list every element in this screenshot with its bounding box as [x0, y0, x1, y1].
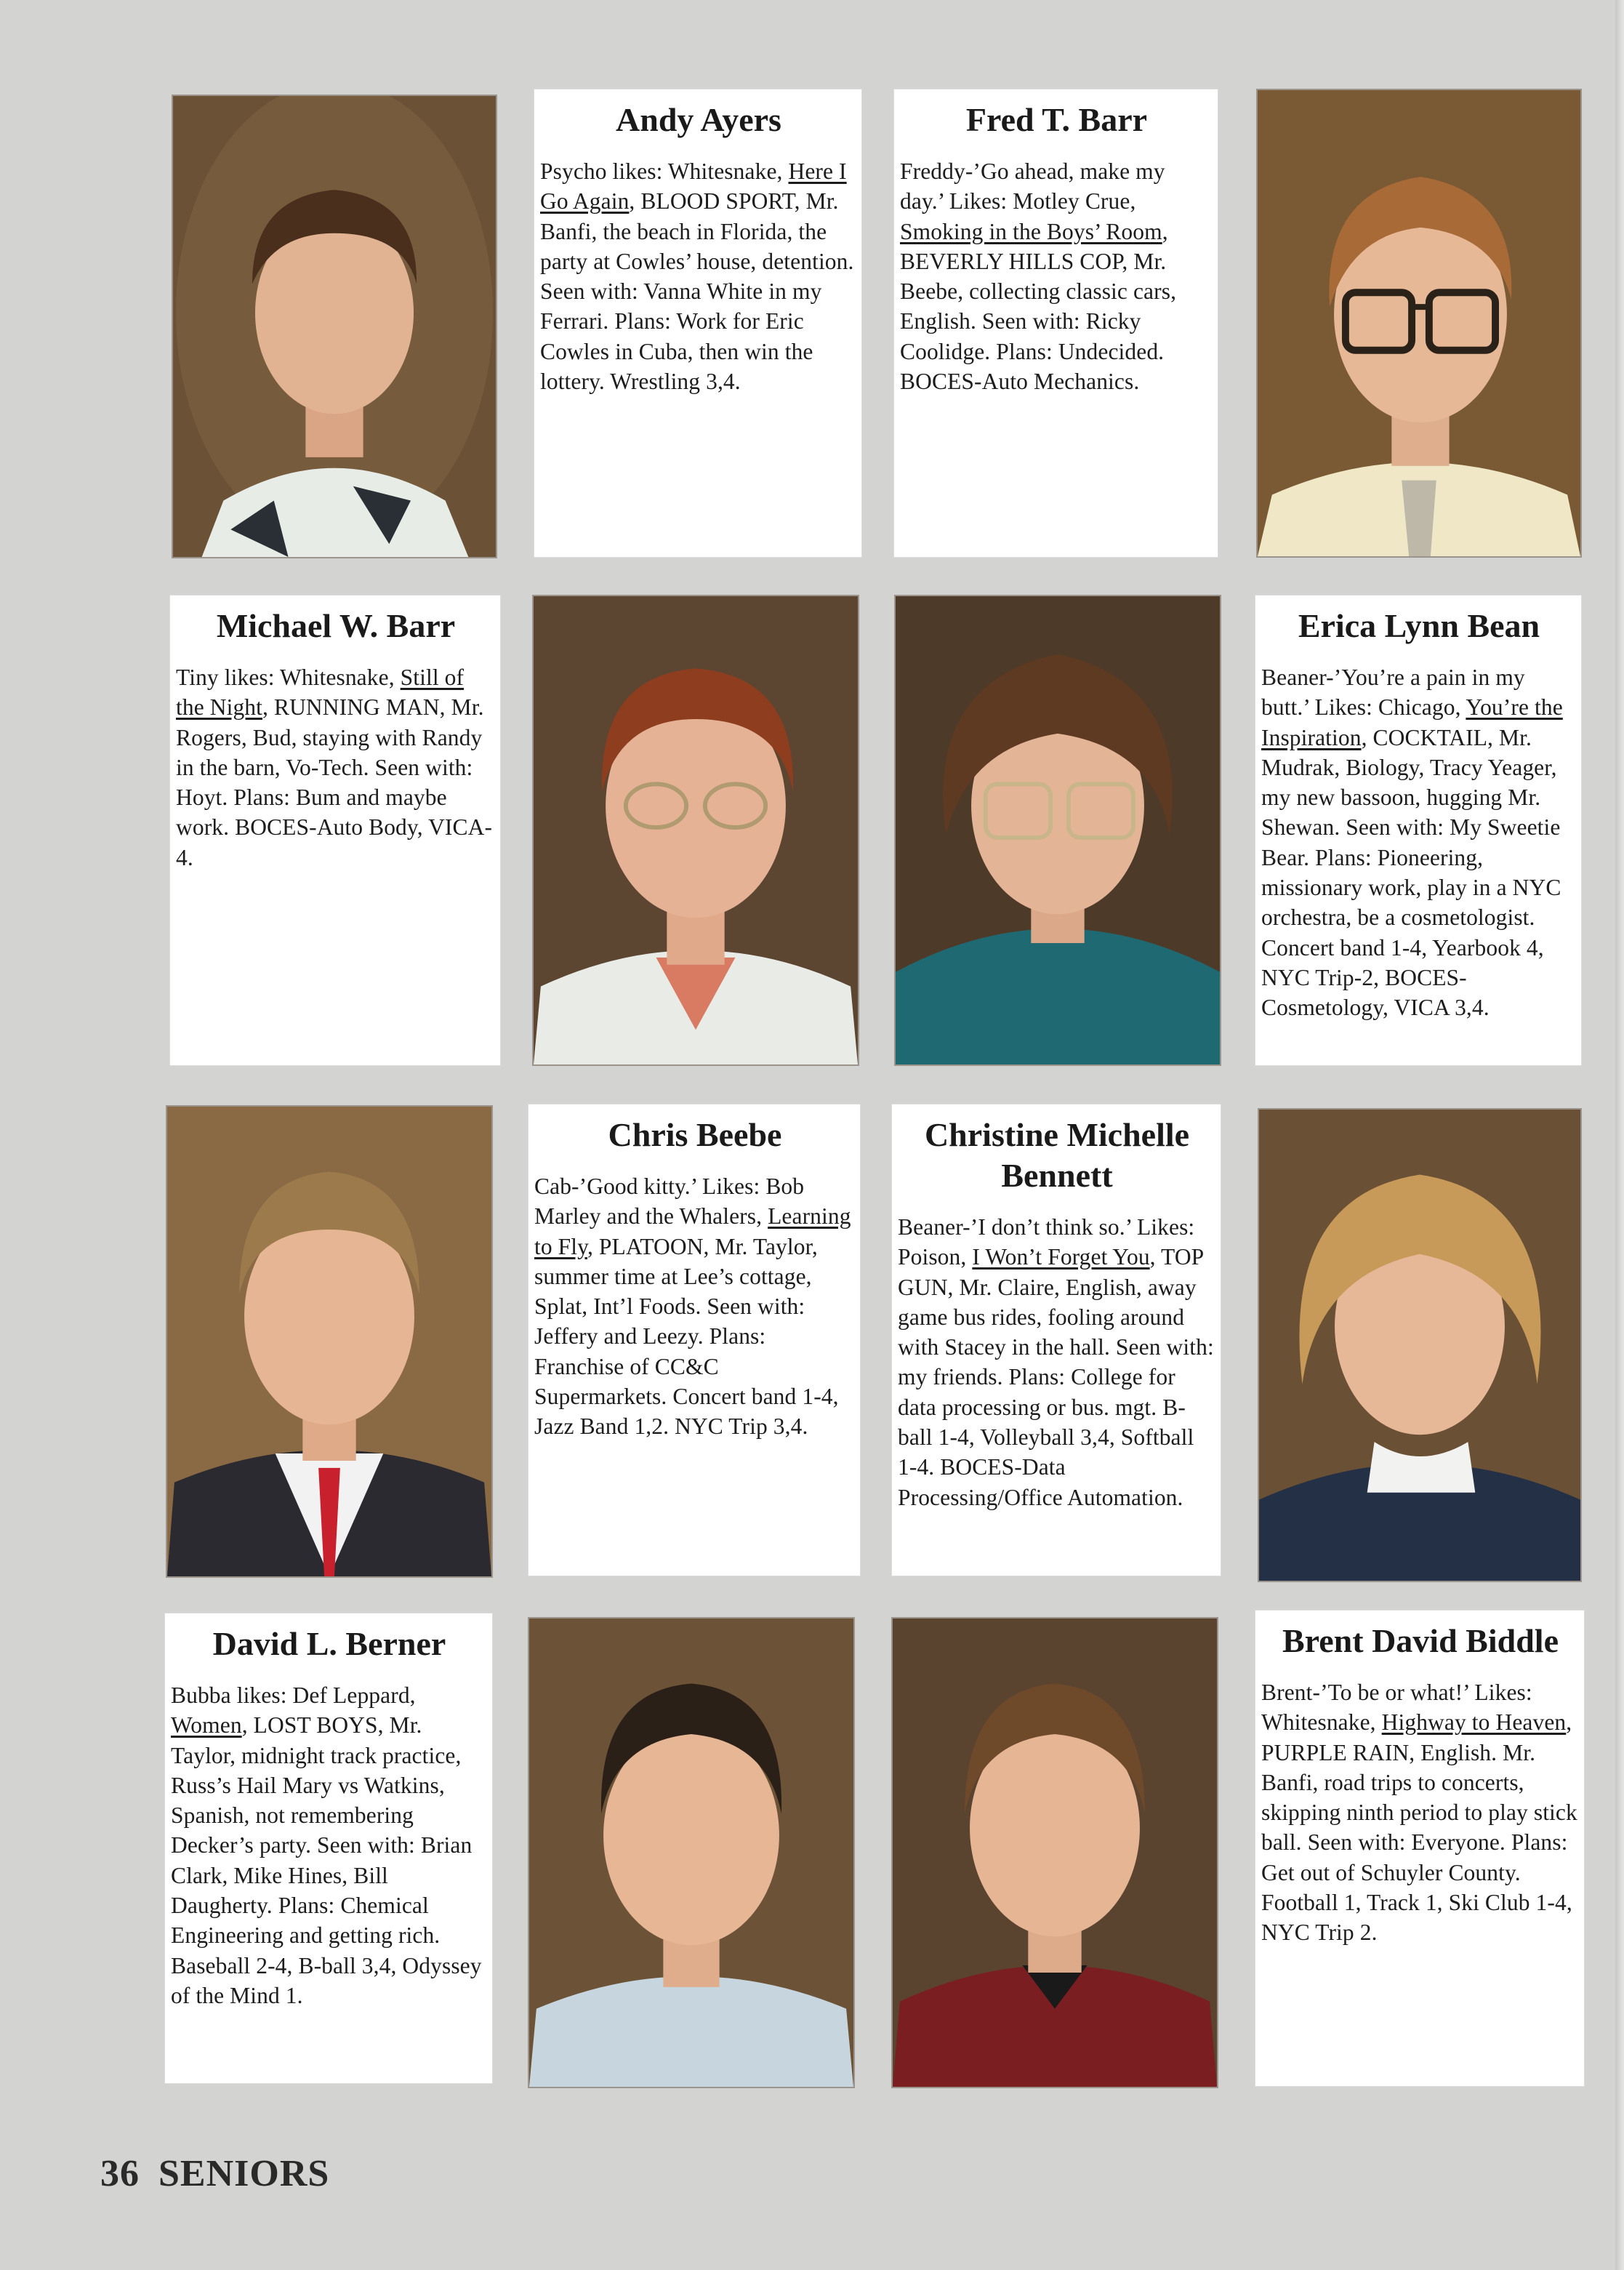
- bio-text: Beaner-’You’re a pain in my butt.’ Likes: Chicago,: [1261, 665, 1525, 721]
- student-name: Christine Michelle Bennett: [924, 1116, 1190, 1194]
- bio-text: , BLOOD SPORT, Mr. Banfi, the beach in Florida, the party at Cowles’ house, detention. Seen with: Vanna White in my Ferrari. Plans: Work for Eric Cowles in Cuba, then win the lottery. Wrestling 3,4.: [540, 188, 854, 395]
- song-title: Still of the Night: [176, 665, 465, 721]
- bio-text: Cab-’Good kitty.’ Likes: Bob Marley and the Whalers,: [534, 1174, 805, 1230]
- portrait-erica-bean: [894, 595, 1221, 1066]
- bio-text: , TOP GUN, Mr. Claire, English, away game bus rides, fooling around with Stacey in the hall. Seen with: my friends. Plans: College for data processing or bus. mgt. B-ball 1-4, Volleyball 3,4, Softball 1-4. BOCES-Data Processing/Office Automation.: [898, 1244, 1214, 1510]
- bio-card-brent-biddle: [1255, 1610, 1585, 2087]
- song-title: Learning to Fly: [534, 1203, 851, 1259]
- student-name: Erica Lynn Bean: [1298, 607, 1540, 644]
- bio-text: Bubba likes: Def Leppard,: [171, 1683, 416, 1708]
- bio-text: Brent-’To be or what!’ Likes: Whitesnake,: [1261, 1680, 1532, 1736]
- bio-text: , LOST BOYS, Mr. Taylor, midnight track practice, Russ’s Hail Mary vs Watkins, Spanish, not remembering Decker’s party. Seen with: Brian Clark, Mike Hines, Bill Daugherty. Plans: Chemical Engineering and getting rich. Baseball 2-4, B-ball 3,4, Odyssey of the Mind 1.: [171, 1712, 482, 2008]
- bio-text: , BEVERLY HILLS COP, Mr. Beebe, collecting classic cars, English. Seen with: Ricky Coolidge. Plans: Undecided. BOCES-Auto Mechanics.: [900, 218, 1177, 395]
- student-bio: [176, 662, 496, 873]
- bio-card-david-berner: [164, 1613, 493, 2084]
- student-name: Brent David Biddle: [1282, 1622, 1559, 1659]
- bio-card-erica-bean: [1255, 595, 1582, 1066]
- song-title: I Won’t Forget You: [972, 1244, 1150, 1270]
- student-bio: [171, 1680, 488, 2010]
- portrait-michael-barr: [532, 595, 859, 1066]
- student-bio: [1261, 1677, 1580, 1948]
- page-footer: [100, 2152, 329, 2195]
- section-title: SENIORS: [158, 2153, 330, 2194]
- bio-text: Tiny likes: Whitesnake,: [176, 665, 401, 690]
- bio-text: , PURPLE RAIN, English. Mr. Banfi, road trips to concerts, skipping ninth period to play stick ball. Seen with: Everyone. Plans: Get out of Schuyler County. Football 1, Track 1, Ski Club 1-4, NYC Trip 2.: [1261, 1709, 1577, 1946]
- student-name: David L. Berner: [212, 1625, 446, 1662]
- song-title: Here I Go Again: [540, 159, 847, 214]
- bio-card-andy-ayers: [534, 89, 862, 558]
- bio-card-chris-beebe: [528, 1104, 861, 1576]
- portrait-fred-barr: [1256, 89, 1582, 558]
- bio-text: , PLATOON, Mr. Taylor, summer time at Lee’s cottage, Splat, Int’l Foods. Seen with: Jeffery and Leezy. Plans: Franchise of CC&C Supermarkets. Concert band 1-4, Jazz Band 1,2. NYC Trip 3,4.: [534, 1233, 839, 1440]
- bio-card-fred-barr: [893, 89, 1218, 558]
- portrait-andy-ayers: [172, 95, 497, 558]
- student-bio: [534, 1171, 856, 1442]
- student-name: Chris Beebe: [608, 1116, 782, 1153]
- portrait-david-berner: [528, 1617, 855, 2088]
- bio-card-christine-bennett: [891, 1104, 1221, 1576]
- bio-text: , RUNNING MAN, Mr. Rogers, Bud, staying with Randy in the barn, Vo-Tech. Seen with: Hoyt. Plans: Bum and maybe work. BOCES-Auto Body, VICA-4.: [176, 694, 493, 870]
- song-title: Women: [171, 1712, 242, 1738]
- student-name: Michael W. Barr: [216, 607, 456, 644]
- page-edge: [1615, 0, 1624, 2270]
- bio-text: Freddy-’Go ahead, make my day.’ Likes: Motley Crue,: [900, 159, 1165, 214]
- bio-card-michael-barr: [169, 595, 501, 1066]
- student-name: Fred T. Barr: [965, 101, 1148, 138]
- portrait-chris-beebe: [166, 1105, 493, 1578]
- bio-text: , COCKTAIL, Mr. Mudrak, Biology, Tracy Yeager, my new bassoon, hugging Mr. Shewan. Seen with: My Sweetie Bear. Plans: Pioneering, missionary work, play in a NYC orchestra, be a cosmetologist. Concert band 1-4, Yearbook 4, NYC Trip-2, BOCES-Cosmetology, VICA 3,4.: [1261, 724, 1561, 1021]
- bio-text: Psycho likes: Whitesnake,: [540, 159, 789, 184]
- song-title: Highway to Heaven: [1381, 1709, 1567, 1736]
- student-bio: [898, 1212, 1216, 1512]
- song-title: Smoking in the Boys’ Room: [900, 218, 1162, 244]
- portrait-brent-biddle: [891, 1617, 1218, 2088]
- student-name: Andy Ayers: [616, 101, 781, 138]
- portrait-christine-bennett: [1258, 1108, 1582, 1582]
- student-bio: [900, 156, 1213, 396]
- student-bio: [540, 156, 857, 396]
- bio-text: Beaner-’I don’t think so.’ Likes: Poison,: [898, 1214, 1195, 1270]
- page-number: 36: [100, 2153, 140, 2194]
- student-bio: [1261, 662, 1577, 1023]
- song-title: You’re the Inspiration: [1261, 694, 1563, 750]
